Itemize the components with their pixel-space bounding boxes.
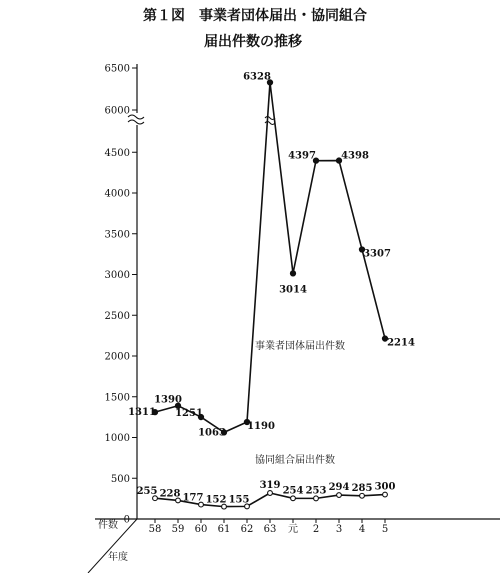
x-tick-label: 2	[312, 524, 320, 535]
data-label: 1311	[128, 407, 156, 419]
data-label: 1251	[175, 408, 203, 420]
x-tick-label: 元	[288, 524, 298, 535]
data-label: 152	[205, 494, 227, 506]
data-label: 1063	[198, 427, 226, 439]
data-point-cooperatives	[383, 492, 388, 497]
x-axis-ticks	[149, 519, 389, 535]
data-label: 6328	[243, 71, 271, 83]
y-tick-label: 6000	[104, 105, 130, 117]
chart-title-line2: 届出件数の推移	[204, 34, 302, 50]
data-label: 4398	[341, 150, 369, 162]
data-label: 319	[259, 480, 281, 492]
data-label: 253	[305, 485, 327, 497]
data-point-cooperatives	[337, 493, 342, 498]
data-label: 255	[136, 486, 158, 498]
y-tick-label: 4000	[104, 188, 130, 200]
series-label-cooperatives: 協同組合届出件数	[255, 455, 335, 466]
data-label: 3307	[363, 248, 391, 260]
data-point-cooperatives	[291, 496, 296, 501]
chart-title-line1: 第１図 事業者団体届出・協同組合	[143, 8, 367, 24]
y-tick-label: 1000	[104, 433, 130, 444]
y-tick-label: 2500	[104, 310, 130, 322]
data-label: 2214	[387, 337, 415, 349]
data-point-business-associations	[290, 271, 295, 276]
data-point-cooperatives	[360, 493, 365, 498]
x-tick-label: 58	[148, 524, 162, 535]
x-tick-label: 62	[240, 524, 254, 535]
x-tick-label: 5	[381, 524, 389, 535]
x-tick-label: 59	[171, 524, 185, 535]
plot-area	[128, 71, 415, 509]
data-label: 155	[228, 494, 250, 506]
y-axis-ticks	[105, 64, 137, 526]
data-label: 285	[351, 482, 373, 494]
data-label: 3014	[279, 284, 307, 296]
y-tick-label: 3000	[104, 270, 130, 281]
data-label: 254	[282, 485, 304, 497]
y-tick-label: 3500	[104, 229, 130, 241]
y-unit-label: 件数	[98, 520, 118, 531]
x-tick-label: 60	[194, 524, 208, 535]
data-label: 1390	[154, 394, 182, 406]
series-label-business-associations: 事業者団体届出件数	[255, 341, 345, 352]
y-tick-label: 6500	[104, 63, 130, 75]
x-tick-label: 3	[335, 524, 343, 535]
y-tick-label: 2000	[104, 351, 130, 363]
data-label: 177	[182, 492, 204, 504]
x-tick-label: 4	[358, 524, 366, 535]
y-tick-label: 4500	[104, 147, 130, 159]
x-tick-label: 61	[217, 524, 231, 535]
y-axis-break-mark	[128, 115, 144, 124]
data-label: 1190	[247, 421, 275, 433]
y-tick-label: 500	[110, 473, 130, 485]
data-label: 4397	[288, 150, 316, 162]
data-label: 294	[328, 482, 350, 494]
data-point-cooperatives	[314, 496, 319, 501]
x-tick-label: 63	[263, 524, 277, 535]
data-point-cooperatives	[268, 491, 273, 496]
y-tick-label: 1500	[104, 392, 130, 404]
data-label: 228	[159, 488, 181, 500]
series-line-business-associations	[155, 82, 385, 432]
data-label: 300	[374, 481, 396, 493]
x-unit-label: 年度	[108, 552, 128, 563]
y-tick-label: 0	[123, 514, 130, 526]
